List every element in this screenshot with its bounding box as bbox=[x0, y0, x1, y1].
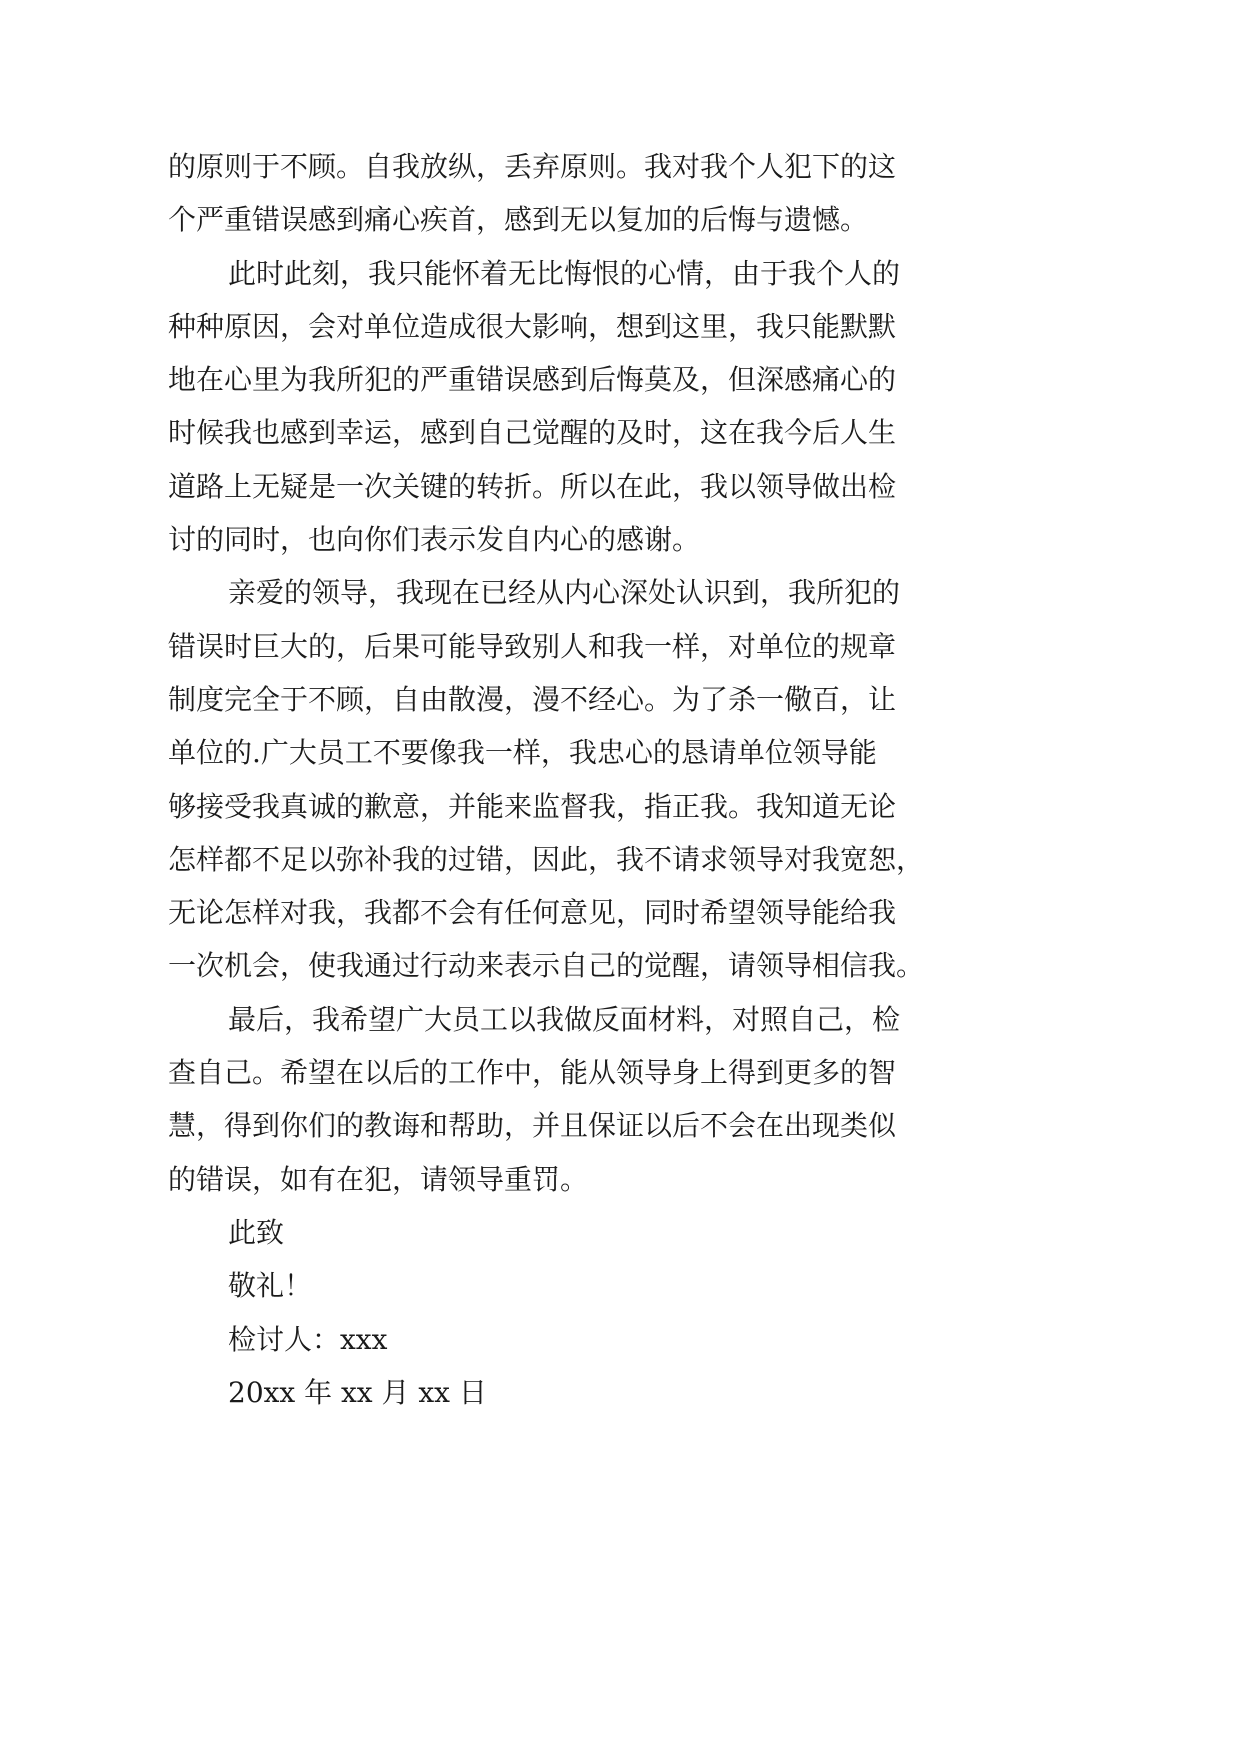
document-body bbox=[168, 140, 968, 1419]
paragraph-line: 种种原因，会对单位造成很大影响，想到这里，我只能默默 bbox=[168, 309, 897, 343]
paragraph-line: 一次机会，使我通过行动来表示自己的觉醒，请领导相信我。 bbox=[168, 949, 925, 983]
closing-regards: 敬礼！ bbox=[228, 1269, 313, 1303]
paragraph-line: 无论怎样对我，我都不会有任何意见，同时希望领导能给我 bbox=[168, 896, 897, 930]
paragraph-line: 慧，得到你们的教诲和帮助，并且保证以后不会在出现类似 bbox=[168, 1109, 897, 1143]
paragraph-line: 查自己。希望在以后的工作中，能从领导身上得到更多的智 bbox=[168, 1056, 897, 1090]
paragraph-line: 时候我也感到幸运，感到自己觉醒的及时，这在我今后人生 bbox=[168, 416, 897, 450]
date-line: 20xx 年 xx 月 xx 日 bbox=[228, 1375, 487, 1409]
paragraph-line: 最后，我希望广大员工以我做反面材料，对照自己，检 bbox=[228, 1002, 901, 1036]
paragraph-line: 够接受我真诚的歉意，并能来监督我，指正我。我知道无论 bbox=[168, 789, 897, 823]
paragraph-line: 道路上无疑是一次关键的转折。所以在此，我以领导做出检 bbox=[168, 469, 897, 503]
paragraph-line: 的错误，如有在犯，请领导重罚。 bbox=[168, 1162, 589, 1196]
paragraph-line: 讨的同时，也向你们表示发自内心的感谢。 bbox=[168, 523, 701, 557]
paragraph-line: 的原则于不顾。自我放纵，丢弃原则。我对我个人犯下的这 bbox=[168, 150, 897, 183]
paragraph-line: 怎样都不足以弥补我的过错，因此，我不请求领导对我宽恕， bbox=[168, 842, 925, 876]
paragraph-line: 单位的.广大员工不要像我一样，我忠心的恳请单位领导能 bbox=[168, 736, 877, 770]
paragraph-line: 个严重错误感到痛心疾首，感到无以复加的后悔与遗憾。 bbox=[168, 203, 869, 237]
closing-salutation: 此致 bbox=[228, 1215, 285, 1249]
paragraph-line: 错误时巨大的，后果可能导致别人和我一样，对单位的规章 bbox=[168, 629, 897, 663]
paragraph-line: 亲爱的领导，我现在已经从内心深处认识到，我所犯的 bbox=[228, 576, 901, 610]
paragraph-line: 地在心里为我所犯的严重错误感到后悔莫及，但深感痛心的 bbox=[168, 363, 897, 397]
paragraph-line: 制度完全于不顾，自由散漫，漫不经心。为了杀一儆百，让 bbox=[168, 682, 897, 716]
signature-line: 检讨人：xxx bbox=[228, 1322, 388, 1356]
paragraph-line: 此时此刻，我只能怀着无比悔恨的心情，由于我个人的 bbox=[228, 256, 901, 290]
